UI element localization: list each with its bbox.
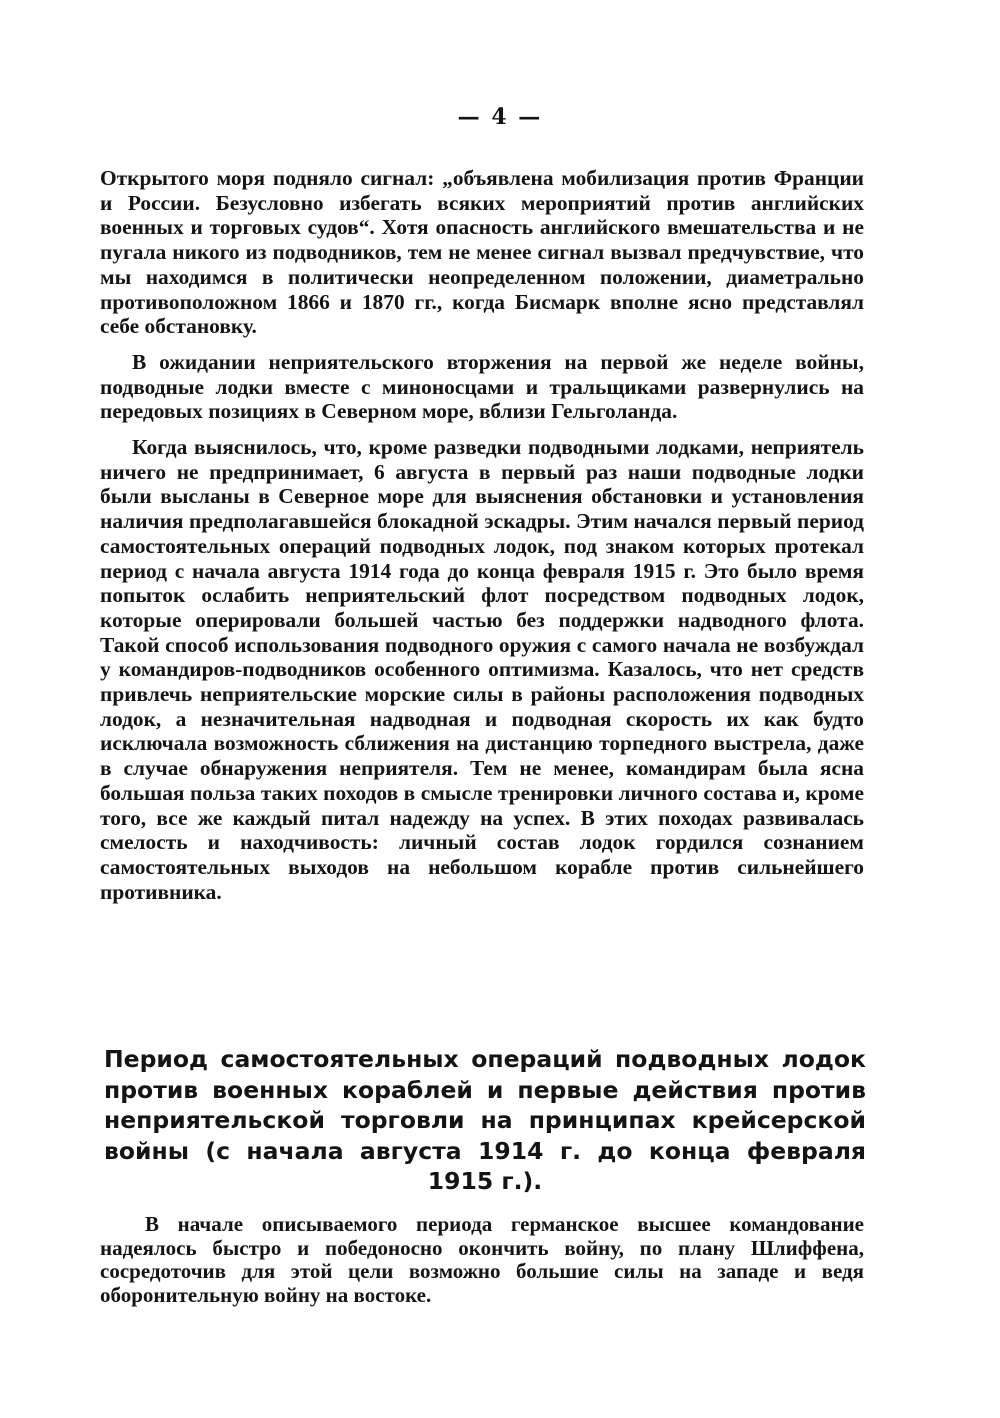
section-paragraph: В начале описываемого периода германское высшее командование надеялось быстро и победоносно окончить войну, по плану Шлиффена, сосредоточив для этой цели возможно большие силы на западе и ведя оборонительную войну на востоке.	[100, 1212, 864, 1307]
body-text	[100, 166, 864, 915]
section-heading: Период самостоятельных операций подводных лодок против военных кораблей и первые действия против неприятельской торговли на принципах крейсерской войны (с начала августа 1914 г. до конца февраля 1915 г.).	[104, 1045, 866, 1195]
paragraph-1: Открытого моря подняло сигнал: „объявлена мобилизация против Франции и России. Безусловно избегать всяких мероприятий против английских военных и торговых судов“. Хотя опасность английского вмешательства и не пугала никого из подводников, тем не менее сигнал вызвал предчувствие, что мы находимся в политически неопределенном положении, диаметрально противоположном 1866 и 1870 гг., когда Бисмарк вполне ясно представлял себе обстановку.	[100, 166, 864, 339]
page-number: — 4 —	[457, 104, 543, 130]
paragraph-3: Когда выяснилось, что, кроме разведки подводными лодками, неприятель ничего не предпринимает, 6 августа в первый раз наши подводные лодки были высланы в Северное море для выяснения обстановки и установления наличия предполагавшейся блокадной эскадры. Этим начался первый период самостоятельных операций подводных лодок, под знаком которых протекал период с начала августа 1914 года до конца февраля 1915 г. Это было время попыток ослабить неприятельский флот посредством подводных лодок, которые оперировали большей частью без поддержки надводного флота. Такой способ использования подводного оружия с самого начала не возбуждал у командиров-подводников особенного оптимизма. Казалось, что нет средств привлечь неприятельские морские силы в районы расположения подводных лодок, а незначительная надводная и подводная скорость их как будто исключала возможность сближения на дистанцию торпедного выстрела, даже в случае обнаружения неприятеля. Тем не менее, командирам была ясна большая польза таких походов в смысле тренировки личного состава и, кроме того, все же каждый питал надежду на успех. В этих походах развивалась смелость и находчивость: личный состав лодок гордился сознанием самостоятельных выходов на небольшом корабле против сильнейшего противника.	[100, 435, 864, 904]
paragraph-2: В ожидании неприятельского вторжения на первой же неделе войны, подводные лодки вместе с миноносцами и тральщиками развернулись на передовых позициях в Северном море, вблизи Гельголанда.	[100, 349, 864, 424]
section-text	[100, 1213, 864, 1307]
